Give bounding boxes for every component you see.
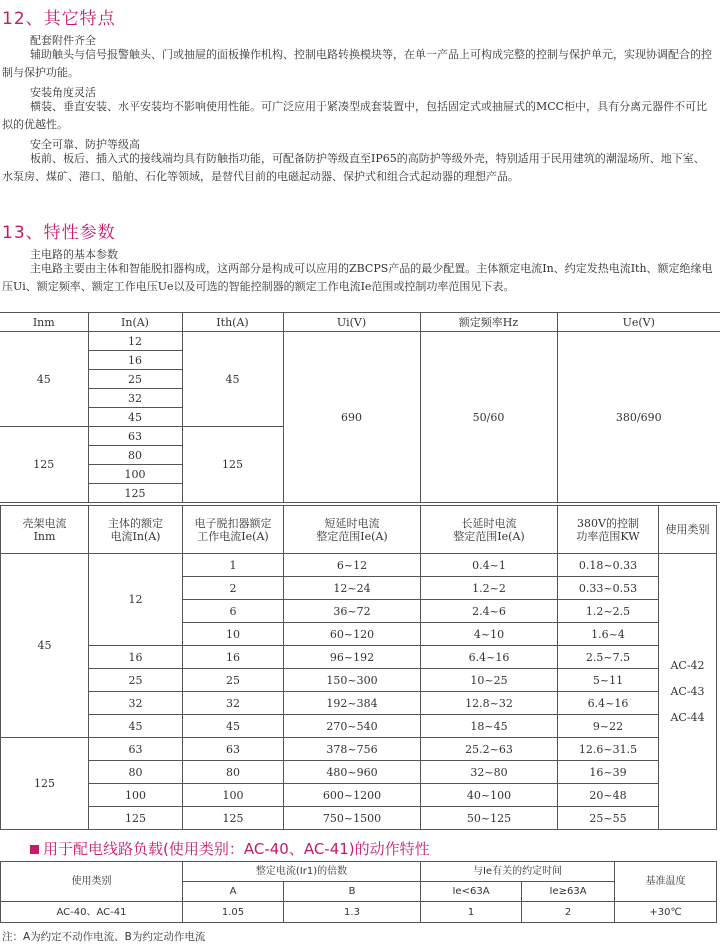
power-cell: 5~11 xyxy=(558,669,659,692)
operating-characteristics-title: 用于配电线路负载(使用类别：AC-40、AC-41)的动作特性 xyxy=(30,838,430,859)
header-ue: Ue(V) xyxy=(557,313,720,332)
ie-cell: 2 xyxy=(183,577,284,600)
header-setting-multiple: 整定电流(Ir1)的倍数 xyxy=(183,862,421,882)
short-delay-cell: 600~1200 xyxy=(284,784,421,807)
in-cell: 45 xyxy=(88,408,182,427)
in-cell: 12 xyxy=(88,332,182,351)
section-13-title: 13、特性参数 xyxy=(2,223,116,243)
ie-cell: 100 xyxy=(183,784,284,807)
in-cell: 63 xyxy=(88,427,182,446)
long-delay-cell: 0.4~1 xyxy=(421,554,558,577)
installation-subheading: 安装角度灵活 xyxy=(30,86,96,99)
ie-cell: 25 xyxy=(183,669,284,692)
ie-cell: 32 xyxy=(183,692,284,715)
operating-characteristics-table xyxy=(0,861,717,923)
power-cell: 0.33~0.53 xyxy=(558,577,659,600)
ie-cell: 125 xyxy=(183,807,284,830)
short-delay-cell: 96~192 xyxy=(284,646,421,669)
short-delay-cell: 270~540 xyxy=(284,715,421,738)
safety-paragraph: 板前、板后、插入式的接线端均具有防触指功能，可配备防护等级直至IP65的高防护等级外壳，特别适用于民用建筑的潮湿场所、地下室、水泵房、煤矿、港口、船舶、石化等领域，是替代目前的电磁起动器、保护式和组合式起动器的理想产品。 xyxy=(2,152,705,183)
header-frequency: 额定频率Hz xyxy=(420,313,557,332)
in-cell: 80 xyxy=(89,761,183,784)
short-delay-cell: 12~24 xyxy=(284,577,421,600)
accessories-paragraph: 辅助触头与信号报警触头、门或抽屉的面板操作机构、控制电路转换模块等，在单一产品上可构成完整的控制与保护单元，实现协调配合的控制与保护功能。 xyxy=(2,48,712,79)
header-control-power: 380V的控制 功率范围KW xyxy=(558,506,659,554)
short-delay-cell: 192~384 xyxy=(284,692,421,715)
long-delay-cell: 40~100 xyxy=(421,784,558,807)
long-delay-cell: 18~45 xyxy=(421,715,558,738)
in-12-cell: 12 xyxy=(89,554,183,646)
in-cell: 25 xyxy=(89,669,183,692)
power-cell: 9~22 xyxy=(558,715,659,738)
ie-cell: 16 xyxy=(183,646,284,669)
in-cell: 16 xyxy=(88,351,182,370)
ie-cell: 45 xyxy=(183,715,284,738)
ui-cell: 690 xyxy=(283,332,420,503)
in-cell: 25 xyxy=(88,370,182,389)
square-bullet-icon xyxy=(30,845,39,854)
long-delay-cell: 6.4~16 xyxy=(421,646,558,669)
in-cell: 45 xyxy=(89,715,183,738)
in-cell: 32 xyxy=(89,692,183,715)
inm-45-cell: 45 xyxy=(1,554,89,738)
header-ie-below-63: Ie<63A xyxy=(421,882,522,902)
power-cell: 1.2~2.5 xyxy=(558,600,659,623)
in-cell: 125 xyxy=(89,807,183,830)
power-cell: 25~55 xyxy=(558,807,659,830)
footnote: 注：A为约定不动作电流、B为约定动作电流 xyxy=(2,931,206,943)
short-delay-cell: 6~12 xyxy=(284,554,421,577)
header-frame-current: 壳架电流 Inm xyxy=(1,506,89,554)
header-utilization-category: 使用类别 xyxy=(1,862,183,902)
ith-45-cell: 45 xyxy=(182,332,283,427)
b-value-cell: 1.3 xyxy=(284,902,421,923)
accessories-subheading: 配套附件齐全 xyxy=(30,34,96,47)
ie-cell: 10 xyxy=(183,623,284,646)
header-ith: Ith(A) xyxy=(182,313,283,332)
trip-unit-settings-table xyxy=(0,505,717,830)
header-long-delay: 长延时电流 整定范围Ie(A) xyxy=(421,506,558,554)
long-delay-cell: 4~10 xyxy=(421,623,558,646)
time-above-63-cell: 2 xyxy=(522,902,615,923)
ie-cell: 80 xyxy=(183,761,284,784)
ith-125-cell: 125 xyxy=(182,427,283,503)
in-cell: 100 xyxy=(89,784,183,807)
long-delay-cell: 2.4~6 xyxy=(421,600,558,623)
power-cell: 1.6~4 xyxy=(558,623,659,646)
header-b: B xyxy=(284,882,421,902)
long-delay-cell: 25.2~63 xyxy=(421,738,558,761)
long-delay-cell: 1.2~2 xyxy=(421,577,558,600)
in-cell: 100 xyxy=(88,465,182,484)
ie-cell: 1 xyxy=(183,554,284,577)
power-cell: 6.4~16 xyxy=(558,692,659,715)
temperature-cell: +30℃ xyxy=(615,902,717,923)
long-delay-cell: 32~80 xyxy=(421,761,558,784)
ie-cell: 6 xyxy=(183,600,284,623)
short-delay-cell: 60~120 xyxy=(284,623,421,646)
use-category-cell: AC-40、AC-41 xyxy=(1,902,183,923)
header-utilization-category: 使用类别 xyxy=(659,506,717,554)
header-in: In(A) xyxy=(88,313,182,332)
inm-45-cell: 45 xyxy=(0,332,88,427)
header-ie-above-63: Ie≥63A xyxy=(522,882,615,902)
ie-cell: 63 xyxy=(183,738,284,761)
short-delay-cell: 750~1500 xyxy=(284,807,421,830)
header-trip-unit-current: 电子脱扣器额定 工作电流Ie(A) xyxy=(183,506,284,554)
ue-cell: 380/690 xyxy=(557,332,720,503)
in-cell: 16 xyxy=(89,646,183,669)
frequency-cell: 50/60 xyxy=(420,332,557,503)
short-delay-cell: 36~72 xyxy=(284,600,421,623)
header-a: A xyxy=(183,882,284,902)
power-cell: 20~48 xyxy=(558,784,659,807)
header-rated-current: 主体的额定 电流In(A) xyxy=(89,506,183,554)
section-12-title: 12、其它特点 xyxy=(2,9,116,29)
long-delay-cell: 12.8~32 xyxy=(421,692,558,715)
time-below-63-cell: 1 xyxy=(421,902,522,923)
main-circuit-paragraph: 主电路主要由主体和智能脱扣器构成，这两部分是构成可以应用的ZBCPS产品的最少配置。主体额定电流In、约定发热电流Ith、额定绝缘电压Ui、额定频率、额定工作电压Ue以及可选的智能控制器的额定工作电流Ie范围或控制功率范围见下表。 xyxy=(2,262,713,293)
utilization-category-cell: AC-42 AC-43 AC-44 xyxy=(659,554,717,830)
header-conventional-time: 与Ie有关的约定时间 xyxy=(421,862,615,882)
power-cell: 0.18~0.33 xyxy=(558,554,659,577)
long-delay-cell: 10~25 xyxy=(421,669,558,692)
in-cell: 32 xyxy=(88,389,182,408)
short-delay-cell: 150~300 xyxy=(284,669,421,692)
power-cell: 12.6~31.5 xyxy=(558,738,659,761)
header-inm: Inm xyxy=(0,313,88,332)
installation-paragraph: 横装、垂直安装、水平安装均不影响使用性能。可广泛应用于紧凑型成套装置中，包括固定式或抽屉式的MCC柜中，具有分离元器件不可比拟的优越性。 xyxy=(2,100,708,131)
short-delay-cell: 480~960 xyxy=(284,761,421,784)
short-delay-cell: 378~756 xyxy=(284,738,421,761)
main-circuit-subheading: 主电路的基本参数 xyxy=(30,248,118,261)
long-delay-cell: 50~125 xyxy=(421,807,558,830)
header-ui: Ui(V) xyxy=(283,313,420,332)
header-short-delay: 短延时电流 整定范围Ie(A) xyxy=(284,506,421,554)
inm-125-cell: 125 xyxy=(1,738,89,830)
a-value-cell: 1.05 xyxy=(183,902,284,923)
safety-subheading: 安全可靠、防护等级高 xyxy=(30,138,140,151)
power-cell: 16~39 xyxy=(558,761,659,784)
in-cell: 63 xyxy=(89,738,183,761)
inm-125-cell: 125 xyxy=(0,427,88,503)
power-cell: 2.5~7.5 xyxy=(558,646,659,669)
header-reference-temperature: 基准温度 xyxy=(615,862,717,902)
in-cell: 80 xyxy=(88,446,182,465)
in-cell: 125 xyxy=(88,484,182,503)
basic-parameters-table xyxy=(0,312,720,503)
